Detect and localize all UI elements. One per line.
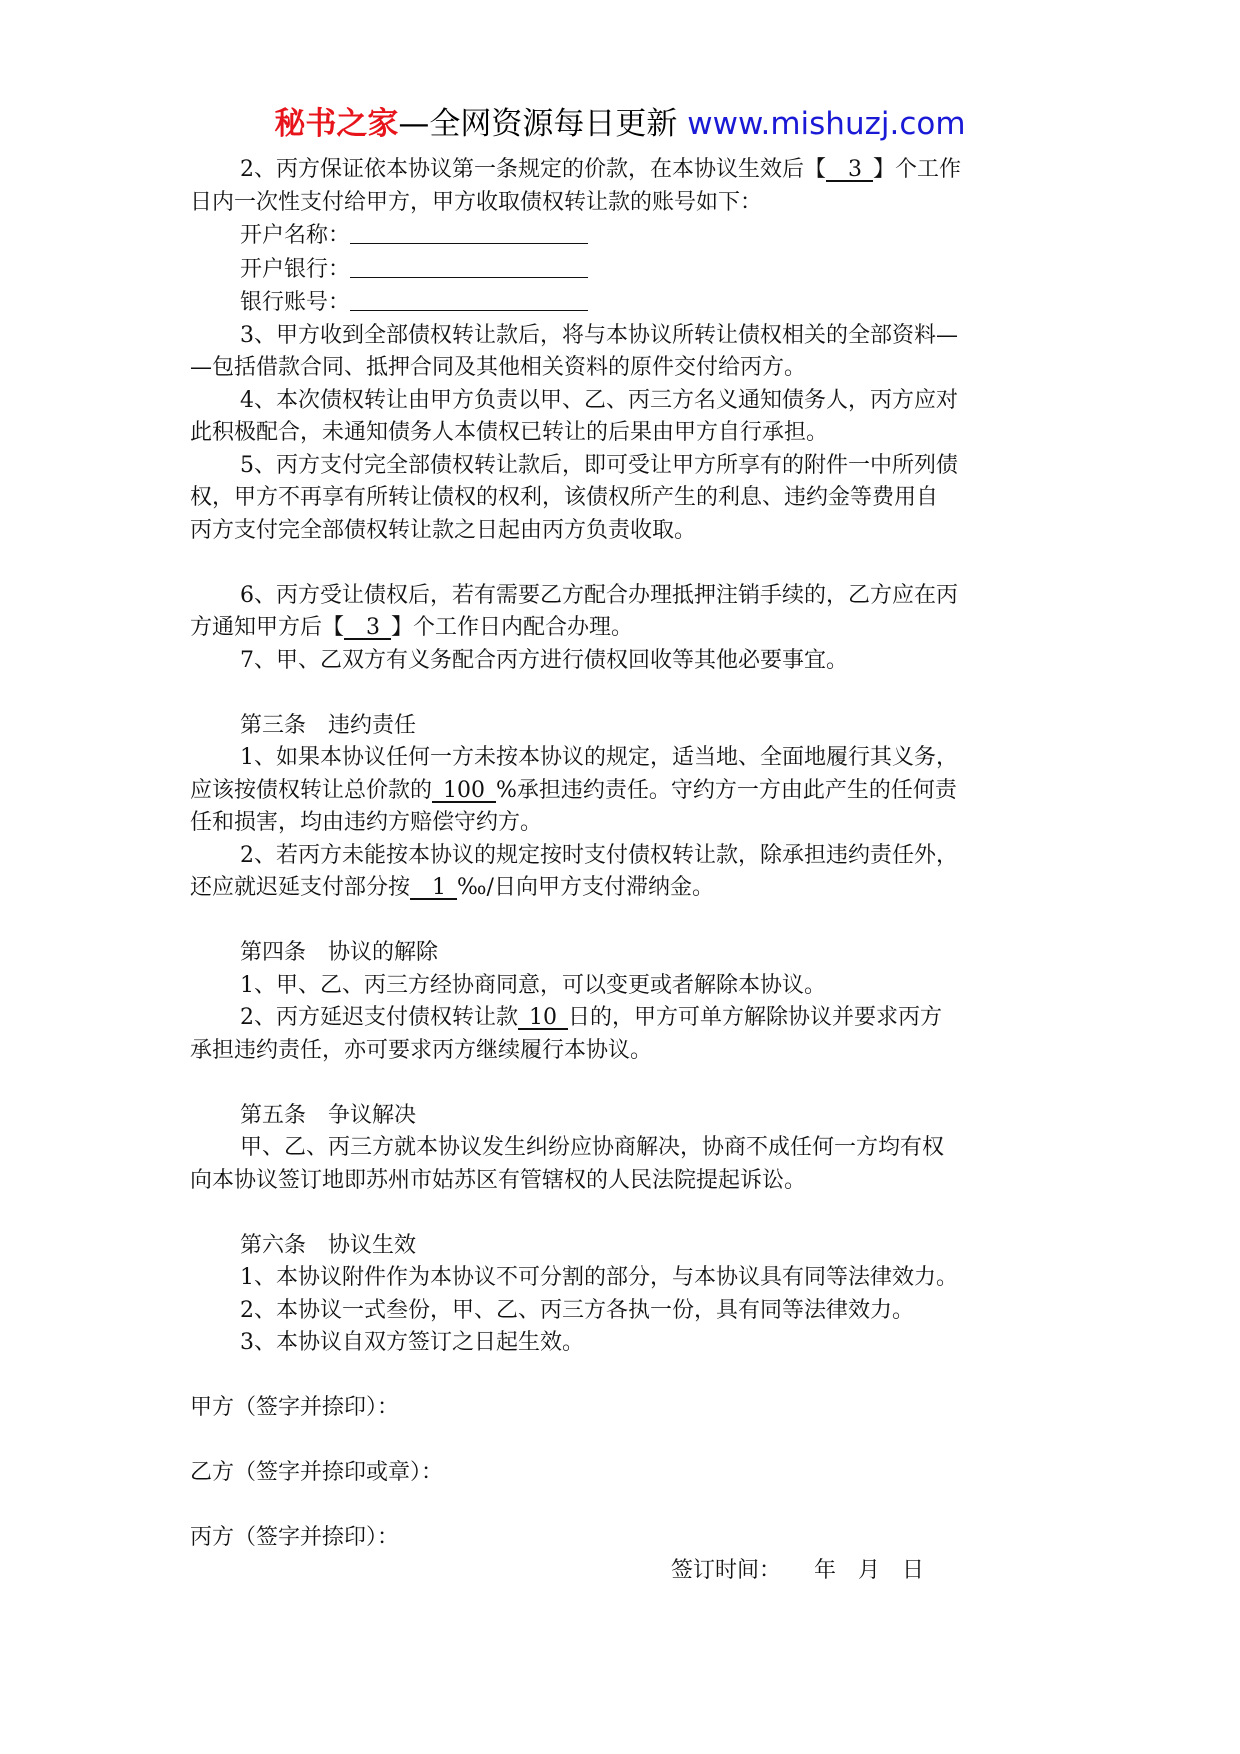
account-name-blank (350, 219, 588, 244)
section-3-item-1-line-1: 1、如果本协议任何一方未按本协议的规定，适当地、全面地履行其义务， (240, 745, 958, 770)
account-bank-row: 开户银行： (190, 253, 1060, 287)
penalty-percent-value: _100_ (432, 777, 497, 803)
section-6-item-1: 1、本协议附件作为本协议不可分割的部分，与本协议具有同等法律效力。 (240, 1265, 958, 1290)
agreement-body (190, 154, 1060, 1587)
section-3-item-1-line-3: 任和损害，均由违约方赔偿守约方。 (190, 810, 543, 835)
delay-days-value: _10_ (518, 1005, 568, 1030)
site-banner (0, 104, 1240, 144)
section-4-item-1: 1、甲、乙、丙三方经协商同意，可以变更或者解除本协议。 (240, 972, 826, 998)
cooperation-days-value: __3_ (344, 615, 392, 640)
account-number-blank (350, 286, 588, 311)
clause-4-line-1: 4、本次债权转让由甲方负责以甲、乙、丙三方名义通知债务人，丙方应对 (240, 387, 958, 413)
clause-5-line-3: 丙方支付完全部债权转让款之日起由丙方负责收取。 (190, 517, 697, 543)
section-3-title: 第三条 违约责任 (240, 712, 417, 738)
late-fee-rate-value: __1_ (410, 875, 458, 900)
clause-7: 7、甲、乙双方有义务配合丙方进行债权回收等其他必要事宜。 (240, 647, 848, 673)
clause-2-line-2: 日内一次性支付给甲方，甲方收取债权转让款的账号如下： (190, 189, 763, 215)
clause-5-line-2: 权，甲方不再享有所转让债权的权利，该债权所产生的利息、违约金等费用自 (190, 485, 939, 510)
account-number-row: 银行账号： (190, 286, 1060, 320)
section-4-item-2-line-2: 承担违约责任，亦可要求丙方继续履行本协议。 (190, 1037, 653, 1063)
section-4-title: 第四条 协议的解除 (240, 940, 439, 965)
signature-party-a: 甲方（签字并捺印）： (190, 1395, 400, 1420)
payment-days-value: __3_ (826, 157, 873, 182)
site-url-link[interactable]: www.mishuzj.com (677, 106, 966, 142)
clause-2-line-1: 2、丙方保证依本协议第一条规定的价款，在本协议生效后【__3_】个工作 (240, 157, 962, 182)
section-5-line-1: 甲、乙、丙三方就本协议发生纠纷应协商解决，协商不成任何一方均有权 (240, 1135, 945, 1160)
banner-slogan: —全网资源每日更新 (398, 106, 678, 142)
clause-6-line-1: 6、丙方受让债权后，若有需要乙方配合办理抵押注销手续的，乙方应在丙 (240, 582, 958, 608)
brand-name: 秘书之家 (274, 106, 399, 142)
section-3-item-2-line-2: 还应就迟延支付部分按__1_‰/日向甲方支付滞纳金。 (190, 875, 714, 900)
account-name-row: 开户名称： (190, 219, 1060, 253)
section-6-title: 第六条 协议生效 (240, 1232, 417, 1258)
section-6-item-2: 2、本协议一式叁份，甲、乙、丙三方各执一份，具有同等法律效力。 (240, 1297, 914, 1323)
clause-6-line-2: 方通知甲方后【__3_】个工作日内配合办理。 (190, 615, 634, 640)
signature-party-b: 乙方（签字并捺印或章）： (190, 1460, 444, 1485)
account-bank-blank (350, 253, 588, 278)
clause-3-line-2: —包括借款合同、抵押合同及其他相关资料的原件交付给丙方。 (190, 355, 807, 380)
signing-date: 签订时间： 年 月 日 (671, 1557, 925, 1583)
section-5-line-2: 向本协议签订地即苏州市姑苏区有管辖权的人民法院提起诉讼。 (190, 1167, 807, 1193)
clause-5-line-1: 5、丙方支付完全部债权转让款后，即可受让甲方所享有的附件一中所列债 (240, 452, 958, 478)
clause-3-line-1: 3、甲方收到全部债权转让款后，将与本协议所转让债权相关的全部资料— (240, 322, 958, 348)
section-5-title: 第五条 争议解决 (240, 1102, 417, 1128)
section-4-item-2-line-1: 2、丙方延迟支付债权转让款_10_日的，甲方可单方解除协议并要求丙方 (240, 1005, 943, 1030)
clause-4-line-2: 此积极配合，未通知债务人本债权已转让的后果由甲方自行承担。 (190, 420, 829, 445)
section-3-item-2-line-1: 2、若丙方未能按本协议的规定按时支付债权转让款，除承担违约责任外， (240, 842, 958, 868)
section-6-item-3: 3、本协议自双方签订之日起生效。 (240, 1330, 584, 1355)
section-3-item-1-line-2: 应该按债权转让总价款的_100_%承担违约责任。守约方一方由此产生的任何责 (190, 777, 957, 803)
signature-party-c: 丙方（签字并捺印）： (190, 1525, 400, 1550)
